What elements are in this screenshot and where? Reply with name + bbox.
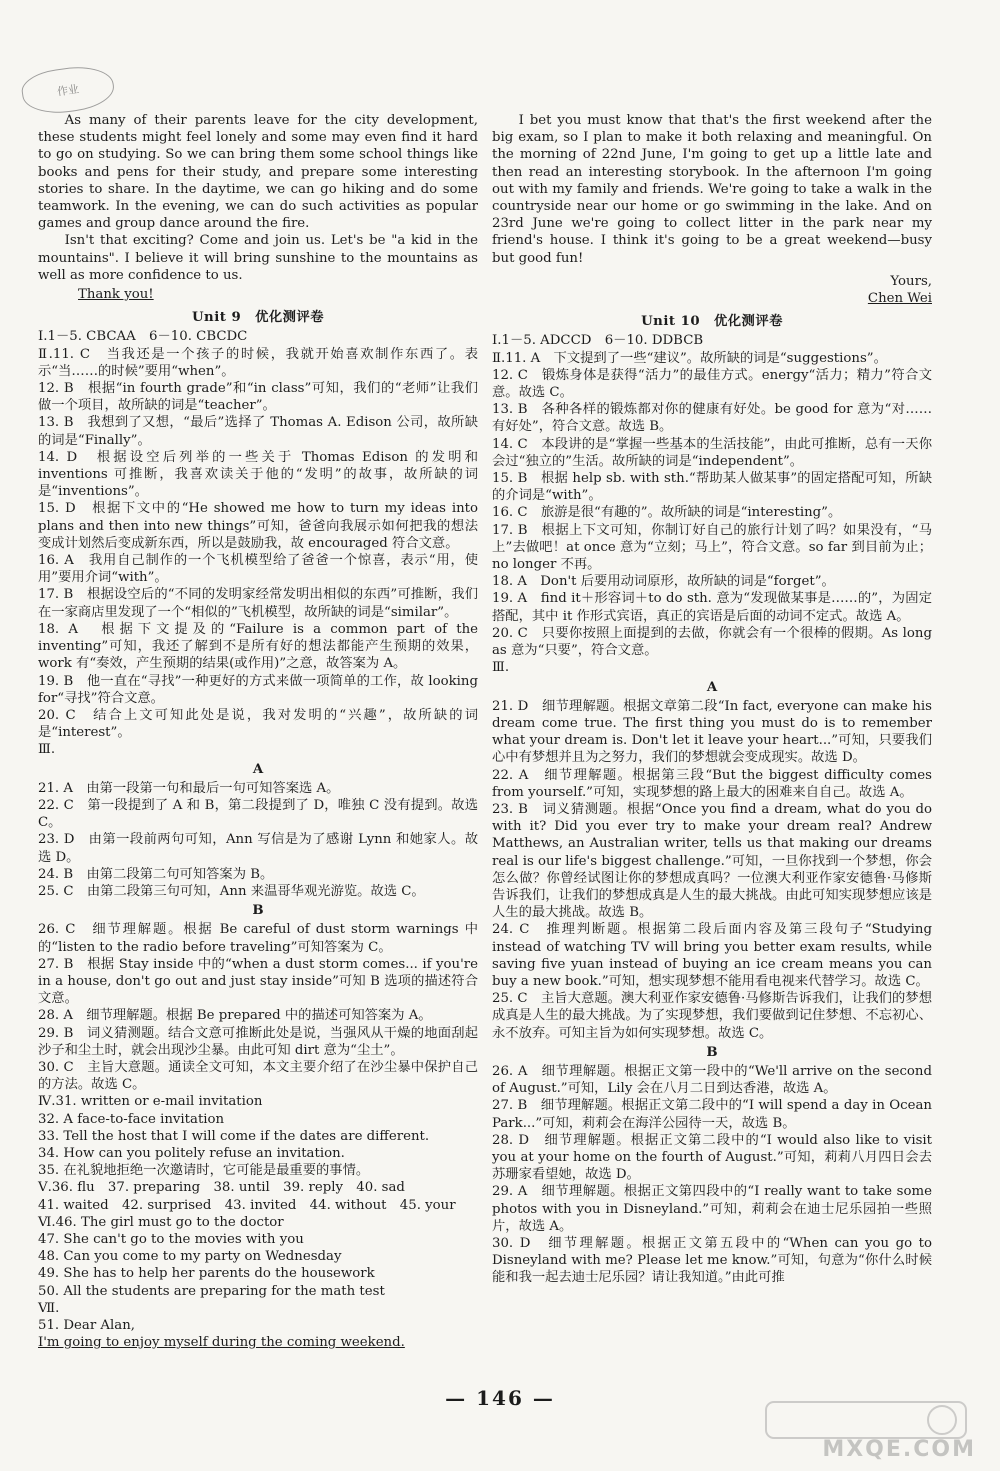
- u10-line: 14. C 本段讲的是“掌握一些基本的生活技能”，由此可推断，总有一天你会过“独立的”生活。故所缺的词是“independent”。: [492, 436, 932, 469]
- u10-line: Ⅰ.1－5. ADCCD 6－10. DDBCB: [492, 333, 704, 349]
- u9-line: 51. Dear Alan,: [38, 1318, 135, 1334]
- u9-line: Ⅵ.46. The girl must go to the doctor: [38, 1214, 284, 1230]
- u9-line: 33. Tell the host that I will come if the dates are different.: [38, 1128, 430, 1144]
- u9-line: 47. She can't go to the movies with you: [38, 1232, 304, 1247]
- u9-line: 15. D 根据下文中的“He showed me how to turn my ideas into plans and then into new things”可知，爸爸向我展示如何把我的想法变成计划然后变成新东西，所以是鼓励我，故 encouraged 符合文意。: [38, 501, 478, 551]
- u9-line: 13. B 我想到了又想，“最后”选择了 Thomas A. Edison 公司，故所缺的词是“Finally”。: [38, 415, 478, 448]
- u9-line: 34. How can you politely refuse an invitation.: [38, 1145, 345, 1161]
- u10-line: 24. C 推理判断题。根据第二段后面内容及第三段句子“Studying instead of watching TV will bring you better exam results, while saving five yuan instead of buying an ice cream means you can buy a new book.”可知，想实现梦想不能用看电视来代替学习。故选 C。: [492, 922, 932, 989]
- right-column: [492, 112, 932, 1287]
- letter-paragraph-2: Isn't that exciting? Come and join us. Let's be "a kid in the mountains". I believe it will bring sunshine to the mountains as well as more confidence to us.: [38, 233, 478, 283]
- u9-line: 24. B 由第二段第二句可知答案为 B。: [38, 866, 274, 882]
- u9-line: 27. B 根据 Stay inside 中的“when a dust storm comes... if you're in a house, don't go out and just stay inside”可知 B 选项的描述符合文意。: [38, 956, 478, 1007]
- letter-paragraph-1: As many of their parents leave for the city development, these students might feel lonely and some may even find it hard to go on studying. So we can bring them some school things like books and pens for their study, and prepare some interesting stories to share. In the daytime, we can go hiking and do some teamwork. In the evening, we can do such activities as popular games and group dance around the fire.: [38, 113, 478, 232]
- u9-line: 22. C 第一段提到了 A 和 B，第二段提到了 D，唯独 C 没有提到。故选 C。: [38, 797, 478, 831]
- u10-line: Ⅲ.: [492, 660, 510, 676]
- u10-line: 12. C 锻炼身体是获得“活力”的最佳方式。energy“活力；精力”符合文意。故选 C。: [492, 367, 932, 401]
- u9-line: Ⅶ.: [38, 1300, 60, 1316]
- u9-line: 12. B 根据“in fourth grade”和“in class”可知，我们的“老师”让我们做一个项目，故所缺的词是“teacher”。: [38, 381, 478, 414]
- u9-line: 16. A 我用自己制作的一个飞机模型给了爸爸一个惊喜，表示“用，使用”要用介词“with”。: [38, 553, 478, 586]
- unit9-title: Unit 9 优化测评卷: [191, 310, 325, 326]
- u10-line: 27. B 细节理解题。根据正文第二段中的“I will spend a day in Ocean Park...”可知，莉莉会在海洋公园待一天，故选 B。: [492, 1098, 932, 1131]
- u9-line: Ⅴ.36. flu 37. preparing 38. until 39. reply 40. sad: [38, 1180, 405, 1196]
- letter-paragraph-3: I bet you must know that that's the first weekend after the big exam, so I plan to make it both relaxing and meaningful. On the morning of 22nd June, I'm going to get up a little late and then read an interesting storybook. In the afternoon I'm going out with my family and friends. We're going to take a walk in the countryside near our home or go swimming in the lake. And on 23rd June we're going to collect litter in the park near my friend's house. I think it's going to be a great weekend—busy but good fun!: [492, 113, 932, 266]
- homework-stamp: [19, 62, 116, 118]
- u10-line: 22. A 细节理解题。根据第三段“But the biggest difficulty comes from yourself.”可知，实现梦想的路上最大的困难来自自己。故选 A。: [492, 767, 932, 800]
- u9-line: 23. D 由第一段前两句可知，Ann 写信是为了感谢 Lynn 和她家人。故选 D。: [38, 832, 478, 865]
- u10-line: 18. A Don't 后要用动词原形，故所缺的词是“forget”。: [492, 574, 835, 590]
- u10-line: 21. D 细节理解题。根据文章第二段“In fact, everyone can make his dream come true. The first thing you must do is to remember what your dream is. Don't let it leave your heart...”可知，只要我们心中有梦想并且为之努力，我们的梦想就会变成现实。故选 D。: [492, 698, 932, 766]
- u9-line: 29. B 词义猜测题。结合文意可推断此处是说，当强风从干燥的地面刮起沙子和尘土时，就会出现沙尘暴。由此可知 dirt 意为“尘土”。: [38, 1025, 478, 1058]
- unit9-answers: [38, 328, 478, 1351]
- u10-line: 26. A 细节理解题。根据正文第一段中的“We'll arrive on the second of August.”可知，Lily 会在八月二日到达香港，故选 A。: [492, 1063, 932, 1097]
- stamp-text: 作业: [56, 82, 80, 99]
- u10-line: 28. D 细节理解题。根据正文第二段中的“I would also like to visit you at your home on the fourth of August.”可知，莉莉八月四日会去苏珊家看望她，故选 D。: [492, 1132, 932, 1183]
- u9-line: Ⅰ.1－5. CBCAA 6－10. CBCDC: [38, 329, 248, 345]
- u9-line: 21. A 由第一段第一句和最后一句可知答案选 A。: [38, 780, 340, 796]
- u9-line: 35. 在礼貌地拒绝一次邀请时，它可能是最重要的事情。: [38, 1163, 370, 1179]
- u9-line: Ⅱ.11. C 当我还是一个孩子的时候，我就开始喜欢制作东西了。表示“当……的时候”要用“when”。: [38, 346, 478, 379]
- u9-line: Ⅳ.31. written or e-mail invitation: [38, 1094, 263, 1110]
- u10-line: 20. C 只要你按照上面提到的去做，你就会有一个很棒的假期。As long as 意为“只要”，符合文意。: [492, 625, 932, 659]
- u10-section-a: A: [706, 679, 718, 695]
- letter-thanks: Thank you!: [78, 287, 154, 303]
- u9-line: 48. Can you come to my party on Wednesday: [38, 1249, 342, 1265]
- u9-line: 20. C 结合上文可知此处是说，我对发明的“兴趣”，故所缺的词是“interest”。: [38, 707, 478, 741]
- letter-signature: Chen Wei: [867, 291, 932, 307]
- u9-line: 25. C 由第二段第三句可知，Ann 来温哥华观光游览。故选 C。: [38, 883, 425, 899]
- watermark-logo: [746, 1398, 986, 1464]
- u10-line: 29. A 细节理解题。根据正文第四段中的“I really want to take some photos with you in Disneyland.”可知，莉莉会在迪士尼乐园拍一些照片，故选 A。: [492, 1184, 932, 1234]
- u10-line: 25. C 主旨大意题。澳大利亚作家安德鲁·马修斯告诉我们，让我们的梦想成真是人生的最大挑战。为了实现梦想，我们要做到记住梦想、不忘初心、永不放弃。可知主旨为如何实现梦想。故选 C。: [492, 991, 932, 1041]
- u10-line: 13. B 各种各样的锻炼都对你的健康有好处。be good for 意为“对……有好处”，符合文意。故选 B。: [492, 402, 932, 435]
- u9-line: 19. B 他一直在“寻找”一种更好的方式来做一项简单的工作，故 looking for“寻找”符合文意。: [38, 673, 478, 706]
- u9-section-b: B: [252, 903, 264, 919]
- letter-continuation-right: [492, 112, 932, 307]
- unit10-title: Unit 10 优化测评卷: [641, 314, 783, 330]
- u10-line: 23. B 词义猜测题。根据“Once you find a dream, what do you do with it? Did you ever try to make your dream real? Andrew Matthews, an Australian writer, tells us that making our dreams real is our life's biggest challenge.”可知，一旦你找到一个梦想，你会怎么做？你曾经试图让你的梦想成真吗？一位澳大利亚作家安德鲁·马修斯告诉我们，让我们的梦想成真是人生的最大挑战。由此可知实现梦想应该是人生的最大挑战。故选 B。: [492, 801, 932, 921]
- u9-line: 14. D 根据设空后列举的一些关于 Thomas Edison 的发明和 inventions 可推断，我喜欢读关于他的“发明”的故事，故所缺的词是“inventions”。: [38, 449, 478, 500]
- u9-line: 18. A 根据下文提及的“Failure is a common part of the inventing”可知，我还了解到不是所有好的想法都能产生预期的效果，work 有“奏效，产生预期的结果(或作用)”之意，故答案为 A。: [38, 621, 478, 672]
- u9-line: 28. A 细节理解题。根据 Be prepared 中的描述可知答案为 A。: [38, 1008, 432, 1024]
- u10-section-b: B: [706, 1044, 718, 1060]
- u10-line: 16. C 旅游是很“有趣的”。故所缺的词是“interesting”。: [492, 505, 842, 521]
- u9-letter-salutation: I'm going to enjoy myself during the coming weekend.: [38, 1335, 405, 1351]
- u10-line: 30. D 细节理解题。根据正文第五段中的“When can you go to Disneyland with me? Please let me know.”可知，句意为“你什么时候能和我一起去迪士尼乐园？请让我知道。”由此可推: [492, 1236, 932, 1286]
- u10-line: Ⅱ.11. A 下文提到了一些“建议”。故所缺的词是“suggestions”。: [492, 350, 887, 366]
- u10-line: 17. B 根据上下文可知，你制订好自己的旅行计划了吗？如果没有，“马上”去做吧！at once 意为“立刻；马上”，符合文意。so far 到目前为止；no longer 不再。: [492, 522, 932, 573]
- u9-line: 41. waited 42. surprised 43. invited 44. without 45. your: [38, 1197, 456, 1213]
- u9-line: Ⅲ.: [38, 742, 56, 758]
- letter-continuation-left: [38, 112, 478, 303]
- watermark-text: MXQE.COM: [822, 1437, 976, 1462]
- letter-closing: Yours,: [890, 273, 932, 289]
- unit10-answers: [492, 332, 932, 1286]
- u9-section-a: A: [252, 761, 264, 777]
- u10-line: 19. A find it＋形容词＋to do sth. 意为“发现做某事是……的”，为固定搭配，其中 it 作形式宾语，真正的宾语是后面的动词不定式。故选 A。: [492, 591, 932, 624]
- left-column: [38, 112, 478, 1351]
- u10-line: 15. B 根据 help sb. with sth.“帮助某人做某事”的固定搭配可知，所缺的介词是“with”。: [492, 471, 932, 504]
- u9-line: 30. C 主旨大意题。通读全文可知，本文主要介绍了在沙尘暴中保护自己的方法。故选 C。: [38, 1059, 478, 1093]
- u9-line: 26. C 细节理解题。根据 Be careful of dust storm warnings 中的“listen to the radio before traveling”可知答案为 C。: [38, 922, 478, 955]
- u9-line: 17. B 根据设空后的“不同的发明家经常发明出相似的东西”可推断，我们在一家商店里发现了一个“相似的”飞机模型，故所缺的词是“similar”。: [38, 587, 478, 620]
- u9-line: 50. All the students are preparing for the math test: [38, 1283, 385, 1299]
- u9-line: 49. She has to help her parents do the housework: [38, 1266, 375, 1282]
- u9-line: 32. A face-to-face invitation: [38, 1111, 225, 1127]
- page-number: — 146 —: [445, 1386, 555, 1410]
